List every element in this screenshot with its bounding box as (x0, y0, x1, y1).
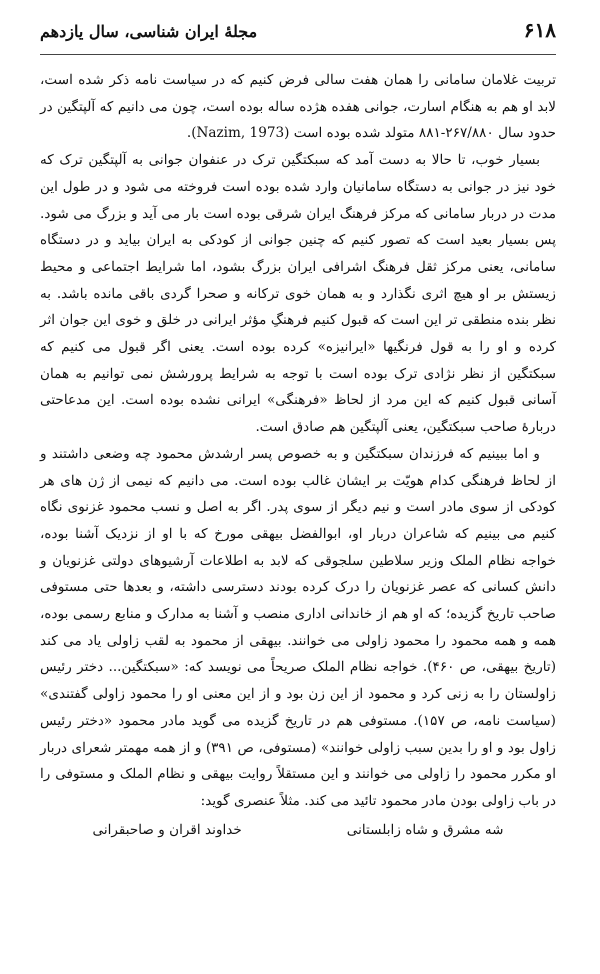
article-body (40, 67, 556, 843)
page-header (40, 18, 556, 55)
paragraph: بسیار خوب، تا حالا به دست آمد که سبکتگین ترک در عنفوان جوانی به آلپتگین ترک که خود نیز در جوانی به دستگاه سامانیان وارد شده بوده است فروخته می شود و در طول این مدت در دربار سامانی که مرکز فرهنگ ایران شرقی بوده است بار می آید و بزرگ می شود. پس بسیار بعید است که تصور کنیم که چنین جوانی از کودکی به ایران بیاید و در دستگاه سامانی، یعنی مرکز ثقل فرهنگ اشرافی ایران بزرگ بشود، اما شرایط اجتماعی و محیط زیستش بر او هیچ اثری نگذارد و به همان خوی ترکانه و صحرا گردی باقی مانده باشد. به نظر بنده منطقی تر این است که قبول کنیم فرهنگِ مؤثر ایرانی در خلق و خوی این جوان اثر کرده و او را به قول فرنگیها «ایرانیزه» کرده بوده است. یعنی اگر قبول می کنیم که سبکتگین از نظر نژادی ترک بوده است با توجه به شرایط پرورشش نمی توانیم به همان آسانی قبول کنیم که این مرد از لحاظ «فرهنگی» ایرانی نشده بوده است. این مدعاحتی دربارهٔ صاحب سبکتگین، یعنی آلپتگین هم صادق است. (40, 152, 556, 436)
paragraph: تربیت غلامان سامانی را همان هفت سالی فرض کنیم که در سیاست نامه ذکر شده است، لابد او هم به هنگام اسارت، جوانی هفده هژده ساله بوده است، چون می دانیم که آلپتگین در حدود سال ۲۶۷/۸۸۰-۸۸۱ متولد شده بوده است (Nazim, 1973). (40, 72, 556, 142)
verse-hemistich: شه مشرق و شاه زابلستانی (346, 821, 504, 838)
page-number: ۶۱۸ (523, 18, 556, 42)
paragraph: و اما ببینیم که فرزندان سبکتگین و به خصوص پسر ارشدش محمود چه وضعی داشتند و از لحاظ فرهنگی کدام هویّت بر ایشان غالب بوده است. می دانیم که نیمی از ژن های هر کودکی از سوی مادر است و نیم دیگر از سوی پدر. اگر به اصل و نسب محمود غزنوی نگاه کنیم می بینیم که شاعران دربار او، ابوالفضل بیهقی مورخ که با او از نزدیک آشنا بوده، خواجه نظام الملک وزیر سلاطین سلجوقی که لابد به اطلاعات آرشیوهای دولتی غزنویان و دانش کسانی که عصر غزنویان را درک کرده بودند دسترسی داشته، و بعدها حتی مستوفی صاحب تاریخ گزیده؛ که او هم از خاندانی اداری منصب و آشنا به مدارک و منابع رسمی بوده، همه و همه محمود را محمود زاولی می خوانند. بیهقی از محمود به لقب زاولی یاد می کند (تاریخ بیهقی، ص ۴۶۰). خواجه نظام الملک صریحاً می نویسد که: «سبکتگین... دختر رئیس زاولستان را به زنی کرد و محمود از این زن بود و از این معنی او را محمود زاولی گفتندی» (سیاست نامه، ص ۱۵۷). مستوفی هم در تاریخ گزیده می گوید مادر محمود «دختر رئیس زاول بود و او را بدین سبب زاولی خوانند» (مستوفی، ص ۳۹۱) و از همه مهمتر شعرای دربار او مکرر محمود را زاولی می خوانند و این مستقلاً روایت بیهقی و نظام الملک و مستوفی را در باب زاولی بودن مادر محمود تائید می کند. مثلاً عنصری گوید: (40, 445, 557, 809)
verse-hemistich: خداوند اقران و صاحبقرانی (92, 821, 242, 838)
running-head: مجلهٔ ایران شناسی، سال یازدهم (40, 22, 258, 41)
verse-couplet (40, 817, 556, 844)
